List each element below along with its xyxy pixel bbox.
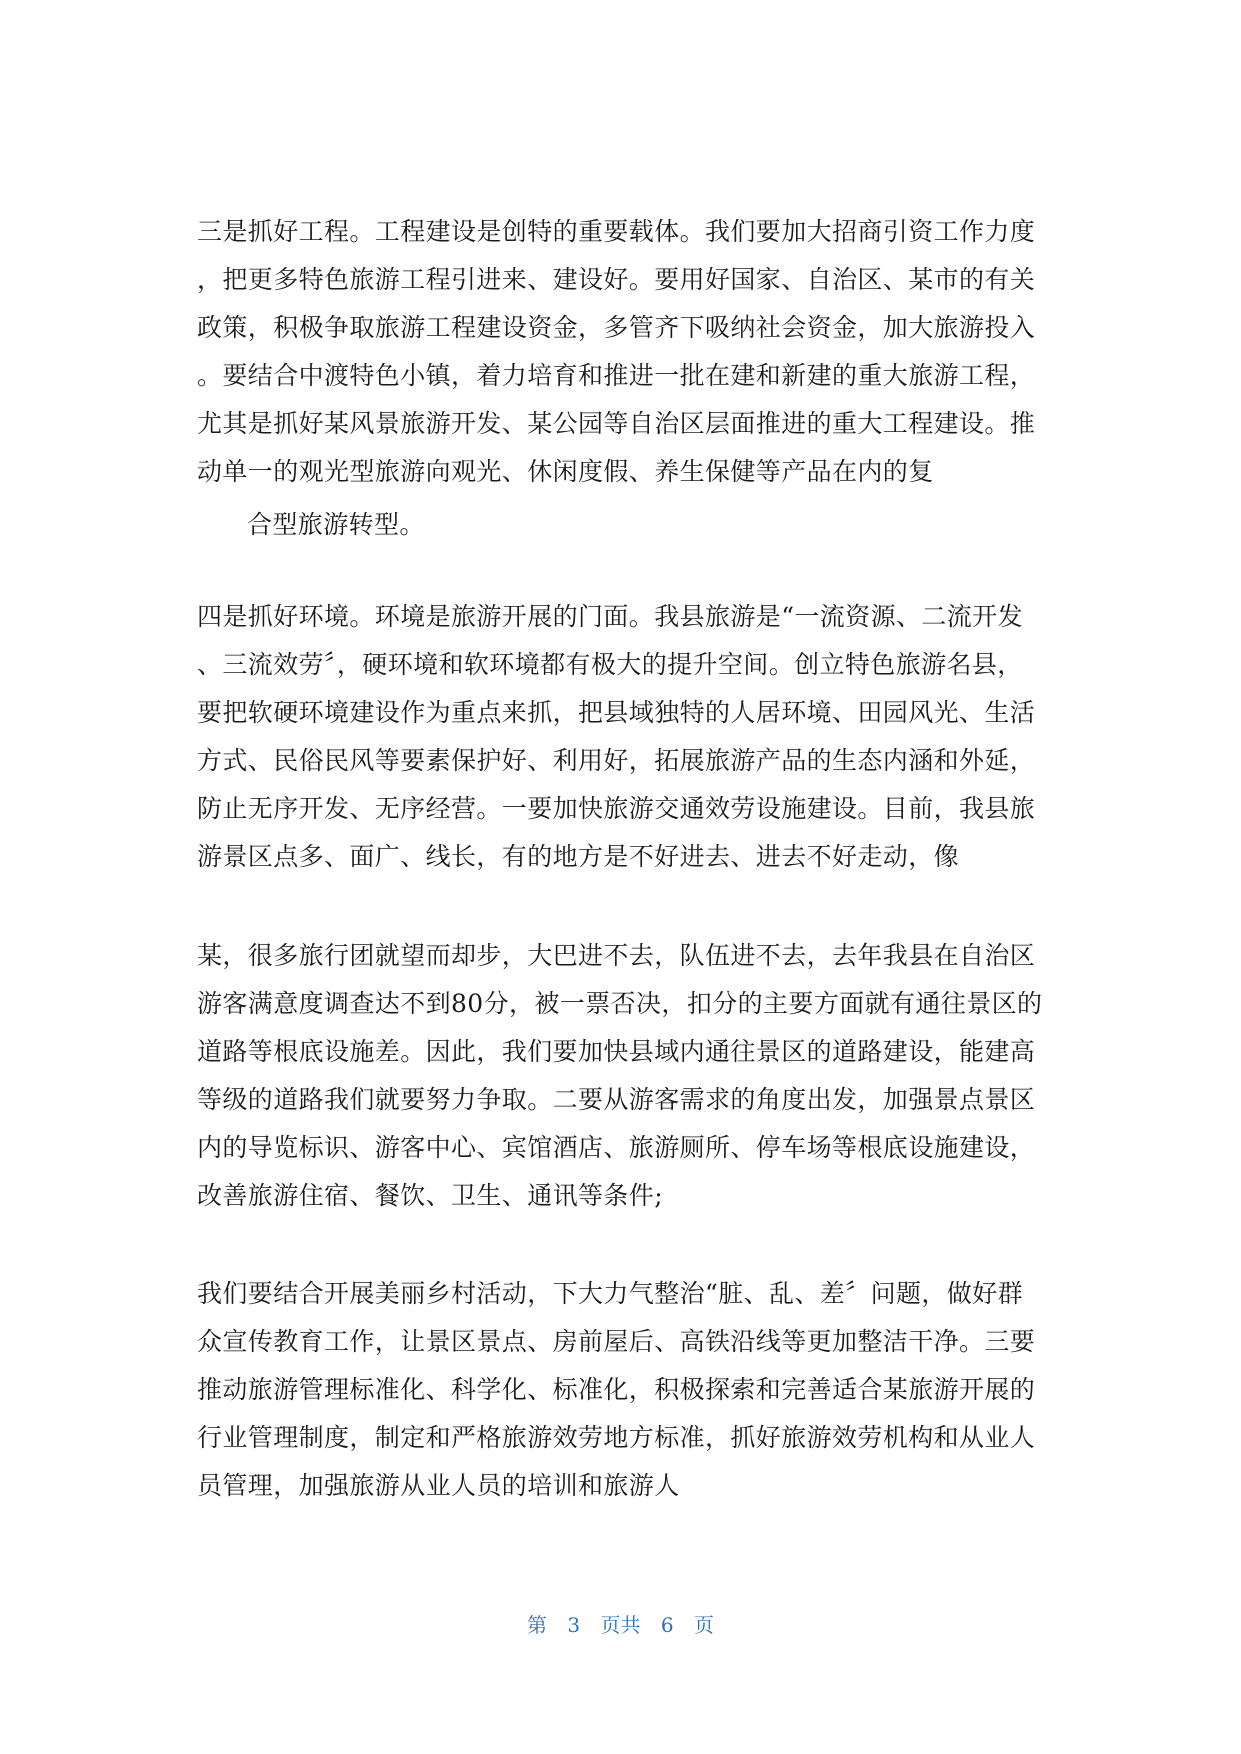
- footer-prefix: 第: [527, 1613, 548, 1637]
- body-text-line: 防止无序开发、无序经营。一要加快旅游交通效劳设施建设。目前，我县旅: [197, 794, 1036, 823]
- body-text-line: 推动旅游管理标准化、科学化、标准化，积极探索和完善适合某旅游开展的: [197, 1375, 1036, 1404]
- body-text-line: 要把软硬环境建设作为重点来抓，把县域独特的人居环境、田园风光、生活: [197, 698, 1036, 727]
- body-text-line: 。要结合中渡特色小镇，着力培育和推进一批在建和新建的重大旅游工程，: [197, 361, 1036, 390]
- body-text-line: 动单一的观光型旅游向观光、休闲度假、养生保健等产品在内的复: [197, 457, 934, 486]
- body-text-line: 、三流效劳〞，硬环境和软环境都有极大的提升空间。创立特色旅游名县，: [197, 650, 1023, 679]
- body-text-line: 游客满意度调查达不到80分，被一票否决，扣分的主要方面就有通往景区的: [197, 989, 1043, 1018]
- body-text-line: 合型旅游转型。: [247, 510, 425, 539]
- body-text-line: 我们要结合开展美丽乡村活动，下大力气整治“脏、乱、差〞问题，做好群: [197, 1279, 1023, 1308]
- body-text-line: 改善旅游住宿、餐饮、卫生、通讯等条件;: [197, 1181, 664, 1210]
- footer-total-pages: 6: [660, 1613, 674, 1637]
- body-text-line: ，把更多特色旅游工程引进来、建设好。要用好国家、自治区、某市的有关: [197, 265, 1036, 294]
- page-number-footer: [0, 1612, 1241, 1638]
- body-text-line: 内的导览标识、游客中心、宾馆酒店、旅游厕所、停车场等根底设施建设，: [197, 1133, 1036, 1162]
- footer-suffix: 页: [693, 1613, 714, 1637]
- body-text-line: 某，很多旅行团就望而却步，大巴进不去，队伍进不去，去年我县在自治区: [197, 941, 1036, 970]
- footer-current-page: 3: [567, 1613, 581, 1637]
- body-text-line: 尤其是抓好某风景旅游开发、某公园等自治区层面推进的重大工程建设。推: [197, 409, 1036, 438]
- body-text-line: 四是抓好环境。环境是旅游开展的门面。我县旅游是“一流资源、二流开发: [197, 602, 1023, 631]
- body-text-line: 方式、民俗民风等要素保护好、利用好，拓展旅游产品的生态内涵和外延，: [197, 746, 1036, 775]
- body-text-line: 道路等根底设施差。因此，我们要加快县域内通往景区的道路建设，能建高: [197, 1037, 1036, 1066]
- body-text-line: 行业管理制度，制定和严格旅游效劳地方标准，抓好旅游效劳机构和从业人: [197, 1423, 1036, 1452]
- body-text-line: 政策，积极争取旅游工程建设资金，多管齐下吸纳社会资金，加大旅游投入: [197, 313, 1036, 342]
- body-text-line: 游景区点多、面广、线长，有的地方是不好进去、进去不好走动，像: [197, 842, 960, 871]
- body-text-line: 众宣传教育工作，让景区景点、房前屋后、高铁沿线等更加整洁干净。三要: [197, 1327, 1036, 1356]
- body-text-line: 员管理，加强旅游从业人员的培训和旅游人: [197, 1471, 680, 1500]
- body-text-line: 等级的道路我们就要努力争取。二要从游客需求的角度出发，加强景点景区: [197, 1085, 1036, 1114]
- footer-middle: 页共: [600, 1613, 641, 1637]
- body-text-line: 三是抓好工程。工程建设是创特的重要载体。我们要加大招商引资工作力度: [197, 217, 1036, 246]
